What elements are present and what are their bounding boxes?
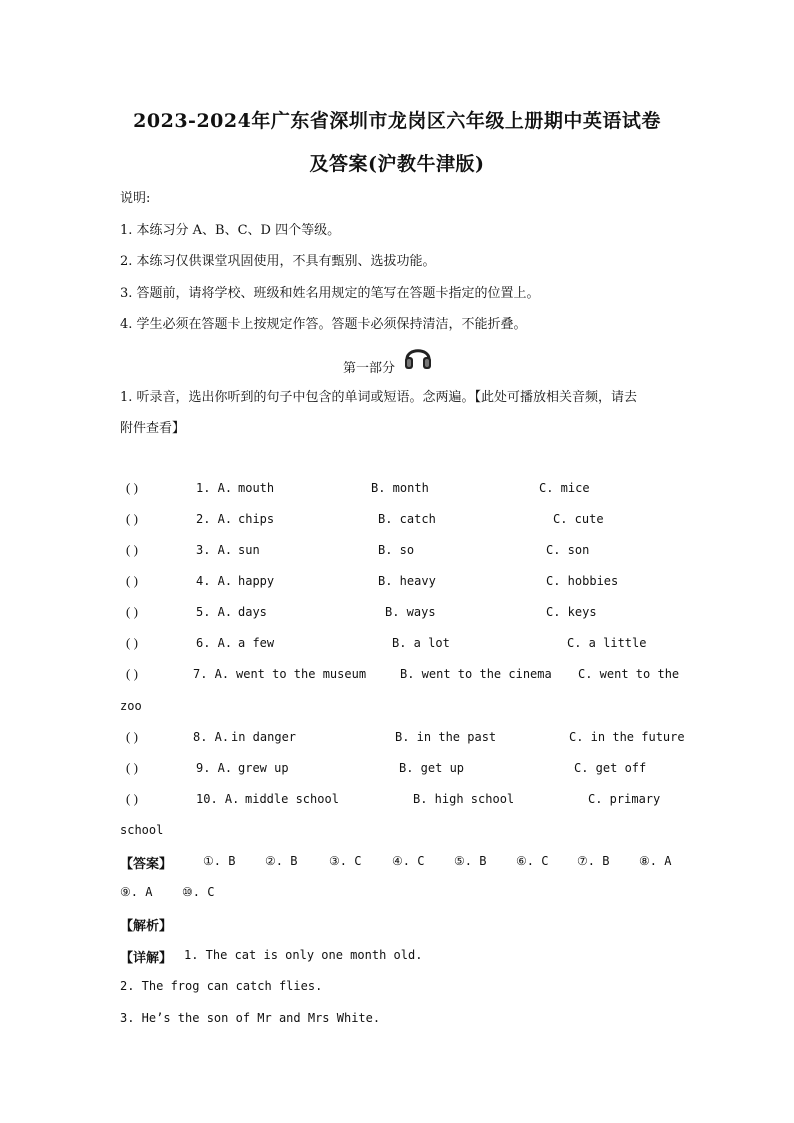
question-text-line1: 1. 听录音，选出你听到的句子中包含的单词或短语。念两遍。【此处可播放相关音频，请去 (120, 390, 638, 405)
item-number: 9. A. (196, 761, 233, 775)
option-c: C. mice (539, 481, 590, 495)
option-c: C. cute (553, 512, 604, 526)
document-title-line1: 2023-2024年广东省深圳市龙岗区六年级上册期中英语试卷 (133, 110, 661, 132)
option-a: days (238, 605, 267, 619)
option-b: B. heavy (378, 574, 436, 588)
item-number: 1. A. (196, 481, 233, 495)
answer-blank[interactable]: ( ) (126, 573, 138, 588)
option-a: a few (238, 636, 275, 650)
answer-blank[interactable]: ( ) (126, 760, 138, 775)
answer-blank[interactable]: ( ) (126, 666, 138, 681)
answer-key: ⑥. C (516, 854, 549, 868)
answer-key: ⑨. A (120, 885, 153, 899)
option-b: B. went to the cinema (400, 667, 552, 681)
item-number: 5. A. (196, 605, 233, 619)
option-a: went to the museum (236, 667, 367, 681)
item-number: 7. A. (193, 667, 230, 681)
question-text-line2: 附件查看】 (120, 421, 186, 436)
answer-key: ①. B (203, 854, 236, 868)
answer-blank[interactable]: ( ) (126, 729, 138, 744)
option-a: in danger (231, 730, 297, 744)
option-a: mouth (238, 481, 275, 495)
answer-blank[interactable]: ( ) (126, 511, 138, 526)
answer-blank[interactable]: ( ) (126, 791, 138, 806)
option-b: B. high school (413, 792, 515, 806)
option-c: C. a little (567, 636, 647, 650)
answer-blank[interactable]: ( ) (126, 542, 138, 557)
item-number: 10. A. (196, 792, 240, 806)
option-b: B. get up (399, 761, 465, 775)
instruction-item-4: 4. 学生必须在答题卡上按规定作答。答题卡必须保持清洁，不能折叠。 (120, 317, 527, 332)
section-label: 第一部分 (343, 361, 396, 376)
answer-key: ④. C (392, 854, 425, 868)
answer-blank[interactable]: ( ) (126, 480, 138, 495)
option-a: happy (238, 574, 275, 588)
headphones-icon (402, 340, 434, 372)
option-c: C. hobbies (546, 574, 619, 588)
detail-label: 【详解】 (120, 951, 173, 966)
option-b: B. so (378, 543, 415, 557)
analysis-line: 1. The cat is only one month old. (184, 948, 423, 962)
answer-key: ⑦. B (577, 854, 610, 868)
answer-key: ③. C (329, 854, 362, 868)
item-number: 8. A. (193, 730, 230, 744)
option-a: grew up (238, 761, 289, 775)
answer-key: ⑧. A (639, 854, 672, 868)
option-c: C. in the future (569, 730, 685, 744)
item-number: 2. A. (196, 512, 233, 526)
option-c: C. went to the (578, 667, 680, 681)
document-title-line2: 及答案(沪教牛津版) (309, 153, 485, 175)
item-number: 3. A. (196, 543, 233, 557)
analysis-line: 2. The frog can catch flies. (120, 979, 323, 993)
answer-key: ②. B (265, 854, 298, 868)
analysis-line: 3. He’s the son of Mr and Mrs White. (120, 1011, 381, 1025)
option-a: chips (238, 512, 275, 526)
item-number: 4. A. (196, 574, 233, 588)
answer-blank[interactable]: ( ) (126, 604, 138, 619)
option-b: B. a lot (392, 636, 450, 650)
answer-key: ⑩. C (182, 885, 215, 899)
option-c: C. keys (546, 605, 597, 619)
instruction-item-1: 1. 本练习分 A、B、C、D 四个等级。 (120, 223, 341, 238)
option-b: B. catch (378, 512, 436, 526)
option-c-wrap: zoo (120, 699, 142, 713)
analysis-label: 【解析】 (120, 919, 173, 934)
answer-blank[interactable]: ( ) (126, 635, 138, 650)
option-a: middle school (245, 792, 339, 806)
instructions-heading: 说明: (120, 191, 151, 206)
item-number: 6. A. (196, 636, 233, 650)
answer-label: 【答案】 (120, 857, 173, 872)
option-b: B. month (371, 481, 429, 495)
option-b: B. ways (385, 605, 436, 619)
option-c: C. get off (574, 761, 647, 775)
option-a: sun (238, 543, 260, 557)
answer-key: ⑤. B (454, 854, 487, 868)
option-b: B. in the past (395, 730, 497, 744)
option-c: C. son (546, 543, 590, 557)
instruction-item-3: 3. 答题前，请将学校、班级和姓名用规定的笔写在答题卡指定的位置上。 (120, 286, 540, 301)
option-c-wrap: school (120, 823, 164, 837)
option-c: C. primary (588, 792, 661, 806)
instruction-item-2: 2. 本练习仅供课堂巩固使用，不具有甄别、选拔功能。 (120, 254, 436, 269)
